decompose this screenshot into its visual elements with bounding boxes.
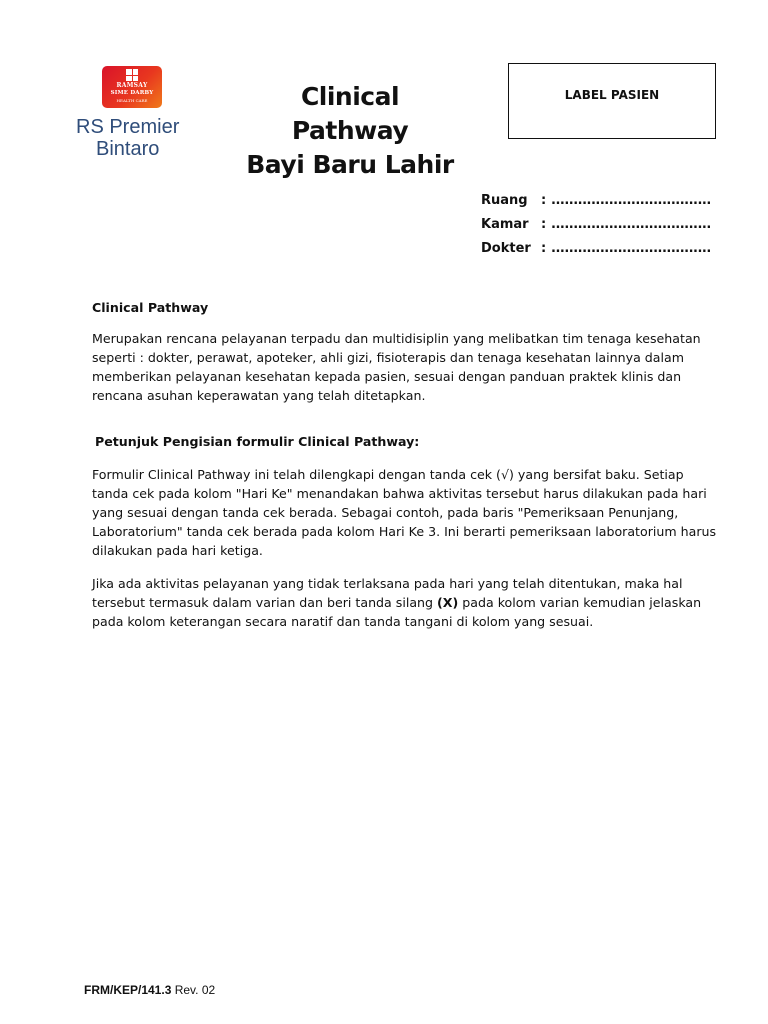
field-label: Kamar bbox=[481, 217, 529, 232]
field-blank: .................................... bbox=[551, 193, 711, 208]
paragraph-definition: Merupakan rencana pelayanan terpadu dan multidisiplin yang melibatkan tim tenaga kesehatan seperti : dokter, perawat, apoteker, ahli gizi, fisioterapis dan tenaga kesehatan lainnya dalam memberikan pelayanan kesehatan kepada pasien, sesuai dengan panduan praktek klinis dan rencana asuhan keperawatan yang telah ditetapkan. bbox=[92, 331, 701, 403]
form-code: FRM/KEP/141.3 bbox=[84, 983, 172, 997]
paragraph-variance-instructions bbox=[92, 574, 722, 631]
logo-mark-text-1: RAMSAY bbox=[116, 82, 148, 89]
document-title bbox=[240, 80, 460, 182]
ramsay-sime-darby-logo-mark bbox=[102, 66, 162, 108]
field-colon: : bbox=[541, 217, 547, 232]
field-dokter bbox=[481, 239, 721, 263]
field-ruang bbox=[481, 191, 721, 215]
paragraph-variance-text-1: Jika ada aktivitas pelayanan yang tidak terlaksana pada hari yang telah ditentukan, maka hal tersebut termasuk dalam varian dan beri tanda silang bbox=[92, 576, 683, 610]
field-kamar bbox=[481, 215, 721, 239]
hospital-name-line1: RS Premier bbox=[76, 116, 180, 138]
field-blank: .................................... bbox=[551, 241, 711, 256]
field-label: Dokter bbox=[481, 241, 531, 256]
form-revision: Rev. 02 bbox=[171, 983, 216, 997]
field-blank: .................................... bbox=[551, 217, 711, 232]
logo-mark-text-2: SIME DARBY bbox=[110, 90, 154, 96]
variance-mark: (X) bbox=[437, 595, 459, 610]
section-heading-instructions: Petunjuk Pengisian formulir Clinical Pathway: bbox=[95, 434, 420, 449]
form-code-footer bbox=[84, 983, 215, 997]
patient-label-text: LABEL PASIEN bbox=[564, 88, 660, 102]
field-colon: : bbox=[541, 193, 547, 208]
hospital-logo bbox=[76, 66, 188, 166]
paragraph-variance-text-2: pada kolom varian kemudian jelaskan pada kolom keterangan secara naratif dan tanda tangani di kolom yang sesuai. bbox=[92, 595, 702, 629]
document-title-line2: Bayi Baru Lahir bbox=[246, 150, 454, 179]
hospital-name-line2: Bintaro bbox=[96, 138, 160, 160]
field-colon: : bbox=[541, 241, 547, 256]
patient-fields bbox=[481, 191, 721, 263]
hospital-name bbox=[76, 116, 188, 160]
patient-label-box bbox=[508, 63, 716, 139]
logo-grid-icon bbox=[126, 69, 138, 81]
field-label: Ruang bbox=[481, 193, 528, 208]
logo-mark-text-3: HEALTH CARE bbox=[116, 98, 148, 103]
section-heading-clinical-pathway: Clinical Pathway bbox=[92, 300, 209, 315]
paragraph-checkmark-instructions: Formulir Clinical Pathway ini telah dilengkapi dengan tanda cek (√) yang bersifat baku. Setiap tanda cek pada kolom "Hari Ke" menandakan bahwa aktivitas tersebut harus dilakukan pada hari yang sesuai dengan tanda cek berada. Sebagai contoh, pada baris "Pemeriksaan Penunjang, Laboratorium" tanda cek berada pada kolom Hari Ke 3. Ini berarti pemeriksaan laboratorium harus dilakukan pada hari ketiga. bbox=[92, 467, 717, 558]
document-title-line1: Clinical Pathway bbox=[291, 82, 409, 145]
document-body bbox=[92, 298, 722, 631]
